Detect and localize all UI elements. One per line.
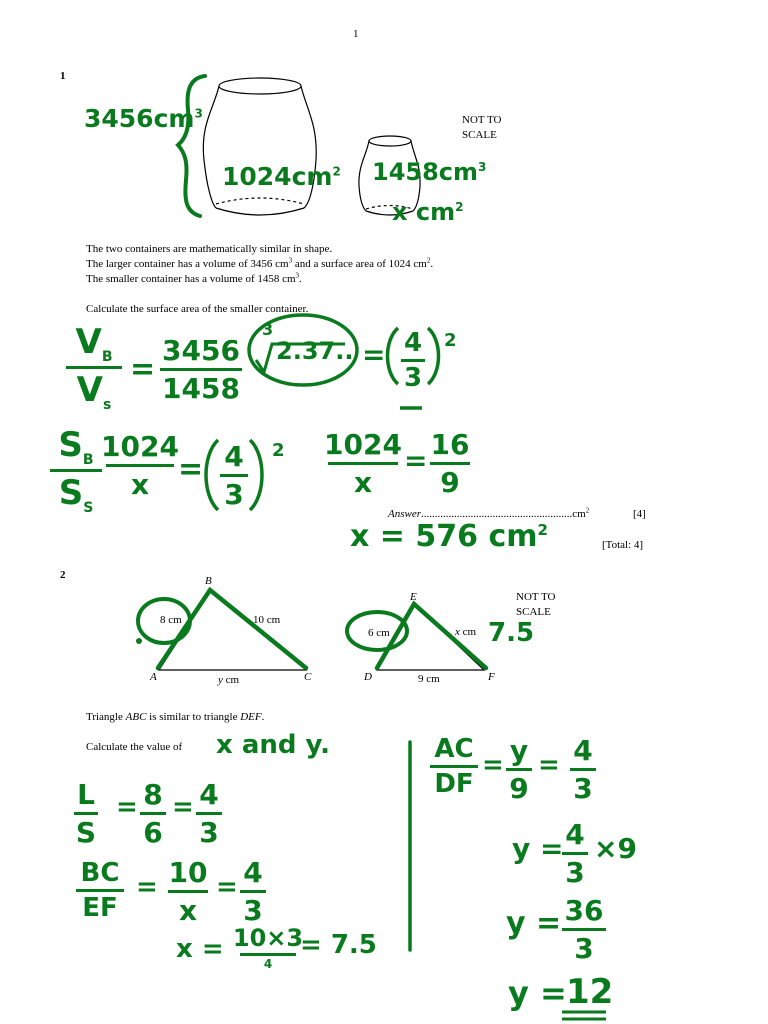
q1-text-line1: The two containers are mathematically similar in shape. (86, 243, 333, 255)
hw-large-area: $1024cm^2$ (222, 162, 341, 191)
side-ab-label: 8 cm (160, 614, 182, 626)
vertex-d: D (364, 671, 372, 683)
q2-text: Triangle ABC is similar to triangle DEF. (86, 711, 265, 723)
hw-y-equals-1: y = (512, 832, 564, 865)
hw-ac-over-df: AC DF (430, 734, 478, 799)
hw-cube-root-value: 2.37.. (276, 337, 354, 365)
hw-small-area: x $cm^2$ (392, 198, 464, 226)
hw-x-result: = 7.5 (300, 930, 377, 960)
side-df-label: 9 cm (418, 673, 440, 685)
hw-squared-2: 2 (272, 440, 285, 461)
side-ef-label: x cm (455, 626, 477, 638)
q1-text-line3: The smaller container has a volume of 1458 $cm^3$. (86, 271, 302, 285)
q1-text-line2: The larger container has a volume of 3456 $cm^3$ and a surface area of 1024 $cm^2$. (86, 256, 434, 270)
hw-ef-value: 7.5 (488, 618, 535, 648)
hw-eq-d: = (216, 872, 238, 902)
q1-total: [Total: 4] (602, 539, 644, 551)
hw-squared-1: 2 (444, 330, 457, 351)
hw-eq-b: = (172, 792, 194, 822)
hw-y-over-nine: y 9 (506, 734, 532, 805)
question-2-number: 2 (60, 569, 66, 581)
side-ac-label: y cm (218, 674, 240, 686)
hw-eight-sixths: 8 6 (140, 778, 166, 849)
hw-l-over-s: L S (75, 778, 97, 849)
vertex-b: B (205, 575, 212, 587)
hw-y-final-value: 12 (566, 972, 614, 1012)
q1-not-to-scale-line1: NOT TO (462, 114, 502, 126)
hw-large-volume: $3456cm^3$ (84, 104, 203, 133)
hw-sixteen-ninths: 16 9 (430, 428, 470, 499)
hw-thirtysix-thirds: 36 3 (562, 894, 606, 965)
vertex-a: A (150, 671, 157, 683)
hw-small-volume: $1458cm^3$ (372, 158, 487, 186)
hw-sb-over-ss: $S_B$ $S_S$ (50, 425, 102, 516)
q2-not-to-scale-line1: NOT TO (516, 591, 556, 603)
hw-four-thirds-4: 4 3 (240, 856, 266, 927)
hw-task: x and y. (216, 730, 330, 760)
hw-four-thirds-6: 4 3 (562, 818, 588, 889)
q2-instruction: Calculate the value of (86, 741, 183, 753)
hw-four-thirds-5: 4 3 (570, 734, 596, 805)
hw-four-thirds-2: 4 3 (220, 440, 248, 511)
side-bc-label: 10 cm (253, 614, 281, 626)
hw-equals-4: = (404, 444, 428, 477)
q1-marks: [4] (633, 508, 646, 520)
vertex-c: C (304, 671, 312, 683)
q1-instruction: Calculate the surface area of the smaller container. (86, 303, 309, 315)
hw-eq-a: = (116, 792, 138, 822)
page-number: 1 (353, 28, 359, 40)
hw-eq-c: = (136, 872, 158, 902)
hw-eq-f: = (538, 750, 560, 780)
hw-vb-over-vs: $V_B$ $V_s$ (66, 322, 122, 413)
side-de-label: 6 cm (368, 627, 390, 639)
hw-times-nine: ×9 (594, 832, 637, 865)
q1-not-to-scale-line2: SCALE (462, 129, 497, 141)
hw-volume-ratio: 3456 1458 (160, 334, 242, 405)
hw-equals-2: = (362, 338, 386, 371)
hw-four-thirds-1: 4 3 (401, 328, 425, 393)
vertex-e: E (410, 591, 417, 603)
hw-equals-1: = (130, 352, 156, 387)
hw-area-ratio: 1024 x (101, 430, 179, 501)
hw-cube-root-index: 3 (262, 320, 274, 339)
hw-four-thirds-3: 4 3 (196, 778, 222, 849)
hw-eq-e: = (482, 750, 504, 780)
q1-answer-line: $Answer.......................................................cm^2$ (388, 506, 590, 520)
hw-y-equals-2: y = (506, 906, 562, 941)
hw-bc-over-ef: BC EF (76, 858, 124, 923)
vertex-f: F (488, 671, 495, 683)
question-1-number: 1 (60, 70, 66, 82)
hw-area-ratio-2: 1024 x (324, 428, 402, 499)
hw-final-answer: x = 576 $cm^2$ (350, 519, 548, 554)
hw-x-equals: x = (176, 934, 224, 964)
q2-not-to-scale-line2: SCALE (516, 606, 551, 618)
hw-y-equals-3: y = (508, 974, 567, 1012)
hw-equals-3: = (178, 452, 204, 487)
hw-ten-times-three-over-four: 10×3 4 (232, 924, 304, 971)
hw-ten-over-x: 10 x (168, 856, 208, 927)
